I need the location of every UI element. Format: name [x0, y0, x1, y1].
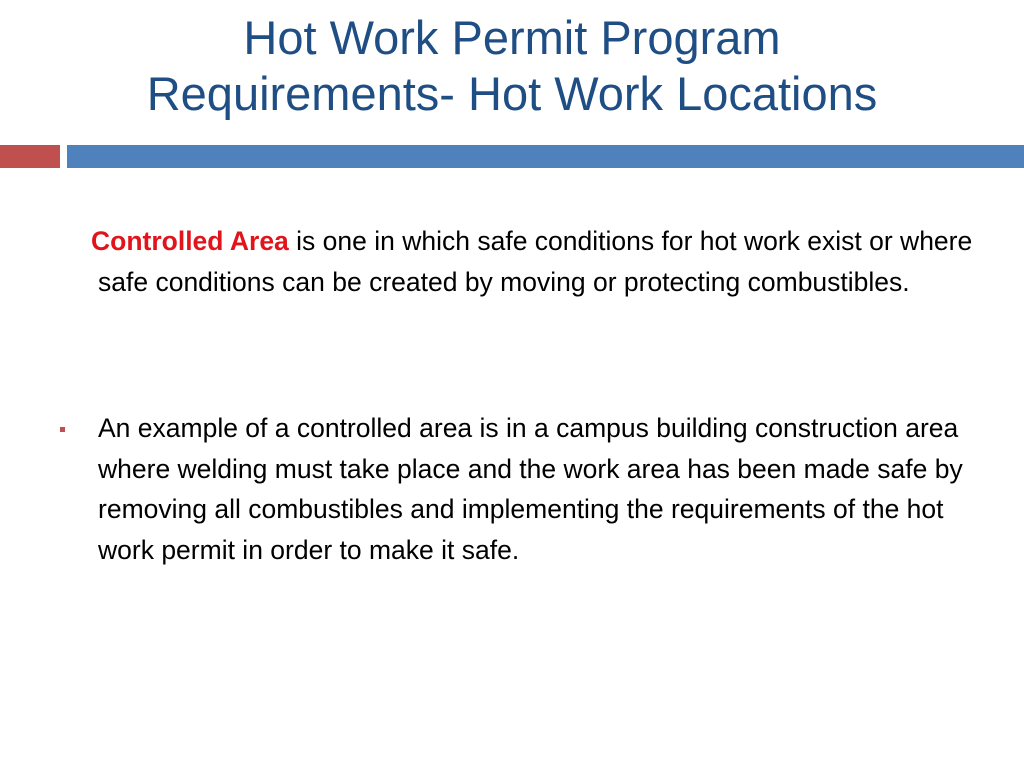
- square-bullet-icon: [60, 427, 65, 432]
- example-bullet-item: An example of a controlled area is in a campus building construction area where welding must take place and the work area has been made safe by removing all combustibles and implementing the requirements of the hot work permit in order to make it safe.: [98, 413, 963, 565]
- title-rule-accent-right: [67, 145, 1024, 168]
- title-rule-accent-left: [0, 145, 60, 168]
- slide-title-line-2: Requirements- Hot Work Locations: [146, 67, 878, 120]
- slide-title-line-1: Hot Work Permit Program: [243, 11, 781, 64]
- definition-paragraph: [91, 221, 978, 302]
- controlled-area-term: Controlled Area: [91, 226, 289, 256]
- slide-title: [0, 10, 1024, 122]
- definition-text: is one in which safe conditions for hot work exist or where safe conditions can be created by moving or protecting combustibles.: [98, 226, 973, 297]
